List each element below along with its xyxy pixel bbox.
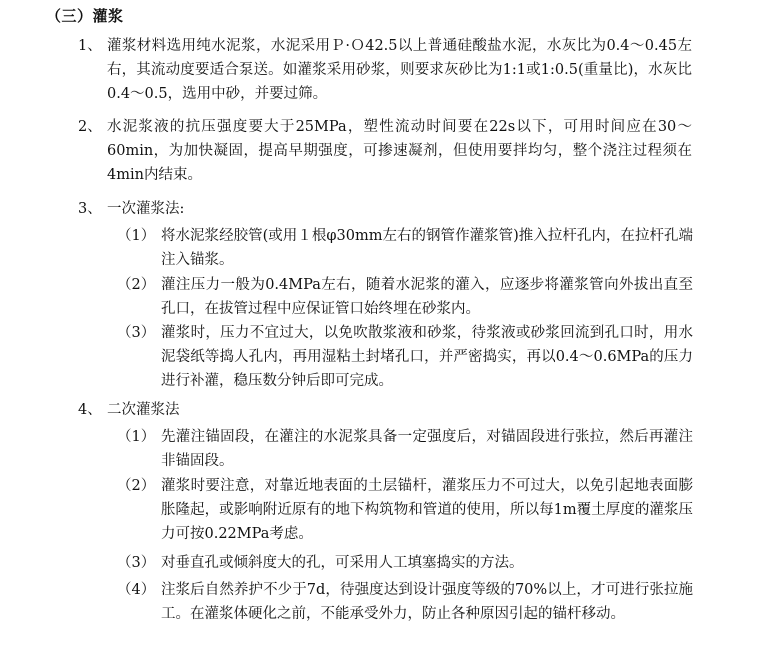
item-text: 水泥浆液的抗压强度要大于25MPa，塑性流动时间要在22s以下，可用时间应在30～60min，为加快凝固，提高早期强度，可掺速凝剂，但使用要拌均匀，整个浇注过程须在4min内结束。: [107, 119, 692, 183]
sub-item-text: 注浆后自然养护不少于7d，待强度达到设计强度等级的70%以上，才可进行张拉施工。在灌浆体硬化之前，不能承受外力，防止各种原因引起的锚杆移动。: [161, 582, 693, 622]
item-text: 一次灌浆法:: [107, 201, 185, 217]
item-number: 1、: [78, 38, 102, 54]
sub-item-text: 灌浆时要注意，对靠近地表面的土层锚杆，灌浆压力不可过大，以免引起地表面膨胀隆起，或影响附近原有的地下构筑物和管道的使用，所以每1m覆土厚度的灌浆压力可按0.22MPa考虑。: [161, 478, 693, 542]
sub-item-number: （2）: [117, 478, 156, 494]
sub-item-text: 先灌注锚固段，在灌注的水泥浆具备一定强度后，对锚固段进行张拉，然后再灌注非锚固段。: [161, 429, 693, 469]
sub-item-text: 将水泥浆经胶管(或用１根φ30mm左右的钢管作灌浆管)推入拉杆孔内，在拉杆孔端注入锚浆。: [161, 228, 693, 268]
item-text: 灌浆材料选用纯水泥浆，水泥采用Ｐ·Ｏ42.5以上普通硅酸盐水泥，水灰比为0.4～0.45左右，其流动度要适合泵送。如灌浆采用砂浆，则要求灰砂比为1:1或1:0.5(重量比)，水灰比0.4～0.5，选用中砂，并要过筛。: [107, 38, 692, 102]
sub-item-number: （2）: [117, 277, 156, 293]
sub-item-text: 对垂直孔或倾斜度大的孔，可采用人工填塞捣实的方法。: [161, 555, 524, 571]
item-text: 二次灌浆法: [107, 402, 180, 418]
item-number: 4、: [78, 402, 102, 418]
sub-item-text: 灌浆时，压力不宜过大，以免吹散浆液和砂浆，待浆液或砂浆回流到孔口时，用水泥袋纸等捣人孔内，再用湿粘土封堵孔口，并严密捣实，再以0.4～0.6MPa的压力进行补灌，稳压数分钟后即可完成。: [161, 325, 693, 389]
section-heading: （三）灌浆: [46, 7, 124, 25]
sub-item-number: （1）: [117, 228, 156, 244]
item-number: 2、: [78, 119, 102, 135]
item-number: 3、: [78, 201, 102, 217]
sub-item-number: （4）: [117, 582, 156, 598]
sub-item-number: （1）: [117, 429, 156, 445]
sub-item-number: （3）: [117, 325, 156, 341]
sub-item-number: （3）: [117, 555, 156, 571]
sub-item-text: 灌注压力一般为0.4MPa左右，随着水泥浆的灌入，应逐步将灌浆管向外拔出直至孔口，在拔管过程中应保证管口始终埋在砂浆内。: [161, 277, 693, 317]
